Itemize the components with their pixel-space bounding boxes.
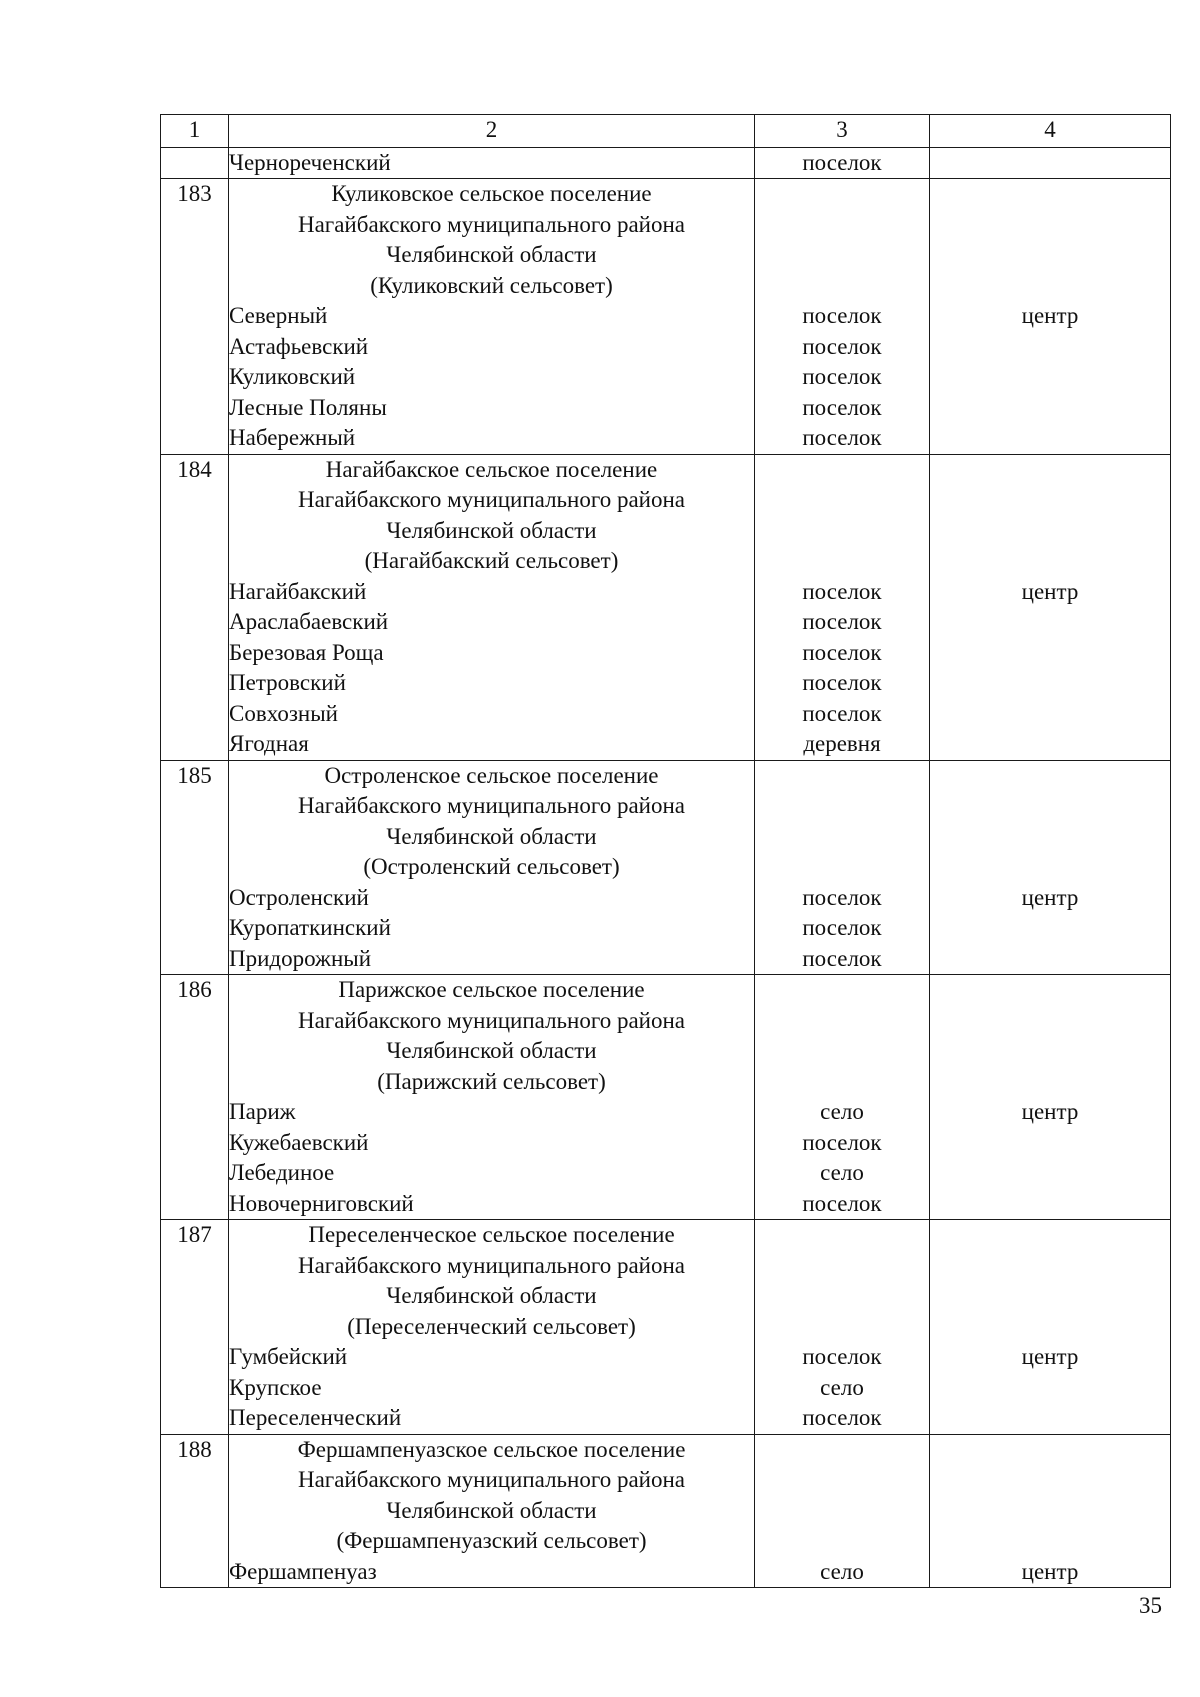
settlement-type: поселок: [802, 639, 882, 665]
settlement-names-cell: [229, 975, 755, 1220]
settlement-type: село: [820, 1374, 864, 1400]
municipality-title-line: Парижское сельское поселение: [338, 977, 645, 1002]
center-mark: [930, 423, 1170, 454]
settlement-name: Астафьевский: [229, 333, 369, 359]
municipality-title-line: Челябинской области: [386, 1283, 597, 1308]
row-number: 188: [161, 1434, 229, 1588]
center-mark: центр: [1021, 578, 1079, 604]
municipality-title-line: Нагайбакское сельское поселение: [325, 456, 658, 482]
settlement-name: Гумбейский: [229, 1344, 348, 1369]
center-mark: [930, 1189, 1170, 1220]
settlement-names-cell: [229, 454, 755, 760]
settlement-types-cell: [755, 760, 930, 975]
table-row: [161, 454, 1171, 760]
settlement-type: поселок: [802, 884, 882, 910]
center-mark: [930, 638, 1170, 669]
center-mark: [930, 393, 1170, 424]
settlement-name: Придорожный: [229, 945, 372, 971]
center-marks-cell: [930, 760, 1171, 975]
table-row: [161, 975, 1171, 1220]
settlement-name: Крупское: [229, 1374, 322, 1400]
settlement-types-cell: [755, 454, 930, 760]
settlement-name: Чернореченский: [229, 150, 391, 175]
settlement-names-cell: [229, 1434, 755, 1588]
municipality-title-line: (Куликовский сельсовет): [370, 272, 613, 298]
municipality-title-line: Переселенческое сельское поселение: [308, 1222, 675, 1247]
municipality-title-line: Фершампенуазское сельское поселение: [297, 1436, 686, 1462]
table-body: [161, 148, 1171, 1588]
settlement-name: Париж: [229, 1099, 296, 1124]
center-mark: [930, 944, 1170, 975]
table-row: [161, 148, 1171, 179]
settlement-types-cell: [755, 1220, 930, 1435]
settlement-type: поселок: [802, 700, 882, 726]
center-mark: [930, 913, 1170, 944]
settlement-type: поселок: [802, 150, 882, 175]
municipality-title-line: Нагайбакского муниципального района: [297, 1252, 686, 1278]
municipality-title-line: (Нагайбакский сельсовет): [364, 548, 619, 573]
table-header-row: [161, 115, 1171, 148]
center-mark: [930, 1128, 1170, 1159]
row-number: 184: [161, 454, 229, 760]
settlement-type: село: [820, 1099, 864, 1124]
row-number: 183: [161, 179, 229, 455]
settlement-type: поселок: [802, 1129, 882, 1155]
settlement-type: поселок: [802, 1344, 882, 1369]
municipality-title-line: Куликовское сельское поселение: [331, 181, 652, 206]
center-marks-cell: [930, 975, 1171, 1220]
table-row: [161, 179, 1171, 455]
municipality-title-line: Челябинской области: [386, 242, 597, 267]
settlement-type: поселок: [802, 394, 882, 420]
column-header-2: 2: [229, 115, 755, 148]
settlement-names-cell: [229, 1220, 755, 1435]
column-header-3: 3: [755, 115, 930, 148]
page-number: 35: [1139, 1593, 1162, 1618]
municipality-title-line: Челябинской области: [386, 1497, 597, 1523]
settlement-name: Остроленский: [229, 884, 369, 910]
settlement-types-cell: [755, 179, 930, 455]
settlement-name: Фершампенуаз: [229, 1558, 377, 1584]
center-mark: центр: [1021, 303, 1079, 328]
settlement-type: поселок: [802, 915, 882, 940]
settlement-name: Нагайбакский: [229, 578, 367, 604]
municipality-title-line: Челябинской области: [386, 1038, 597, 1063]
settlement-types-cell: [755, 975, 930, 1220]
settlement-type: поселок: [802, 333, 882, 359]
row-number: 187: [161, 1220, 229, 1435]
settlement-type: поселок: [802, 578, 882, 604]
settlement-names-cell: [229, 179, 755, 455]
settlement-type: поселок: [802, 364, 882, 389]
table-row: [161, 760, 1171, 975]
settlement-type: поселок: [802, 425, 882, 450]
center-marks-cell: [930, 179, 1171, 455]
settlement-name: Северный: [229, 303, 328, 328]
settlement-name: Переселенческий: [229, 1405, 402, 1430]
center-mark: [930, 1403, 1170, 1434]
municipality-title-line: (Парижский сельсовет): [377, 1068, 606, 1094]
center-mark: [930, 332, 1170, 363]
column-header-4: 4: [930, 115, 1171, 148]
municipality-title-line: Челябинской области: [386, 823, 597, 849]
settlement-name: Куликовский: [229, 364, 356, 389]
municipality-title-line: (Остроленский сельсовет): [363, 854, 620, 879]
center-mark: [930, 668, 1170, 699]
municipality-title-line: Нагайбакского муниципального района: [297, 1467, 686, 1492]
settlement-name: Араслабаевский: [229, 609, 389, 634]
settlement-name: Новочерниговский: [229, 1190, 414, 1216]
settlement-name: Набережный: [229, 425, 356, 450]
settlement-type: поселок: [802, 609, 882, 634]
settlement-type: деревня: [803, 731, 881, 756]
column-header-1: 1: [161, 115, 229, 148]
settlement-names-cell: [229, 148, 755, 179]
row-number: 185: [161, 760, 229, 975]
municipality-title-line: Нагайбакского муниципального района: [297, 487, 686, 512]
center-marks-cell: [930, 1434, 1171, 1588]
center-marks-cell: [930, 454, 1171, 760]
settlement-type: поселок: [802, 303, 882, 328]
center-mark: [930, 699, 1170, 730]
municipality-title-line: Челябинской области: [386, 517, 597, 543]
settlement-type: село: [820, 1558, 864, 1584]
settlement-type: поселок: [802, 945, 882, 971]
center-marks-cell: [930, 1220, 1171, 1435]
center-mark: [930, 1373, 1170, 1404]
settlement-name: Кужебаевский: [229, 1129, 369, 1155]
row-number: [161, 148, 229, 179]
municipality-title-line: Остроленское сельское поселение: [324, 762, 659, 788]
table-row: [161, 1434, 1171, 1588]
settlement-type: село: [820, 1160, 864, 1185]
center-mark: [930, 729, 1170, 760]
settlement-name: Куропаткинский: [229, 915, 391, 940]
settlement-name: Лесные Поляны: [229, 394, 387, 420]
settlement-name: Лебединое: [229, 1160, 335, 1185]
settlement-name: Березовая Роща: [229, 639, 384, 665]
row-number: 186: [161, 975, 229, 1220]
center-mark: центр: [1021, 1344, 1079, 1369]
municipality-title-line: (Фершампенуазский сельсовет): [336, 1528, 647, 1553]
settlement-type: поселок: [802, 1190, 882, 1216]
settlement-names-cell: [229, 760, 755, 975]
municipality-title-line: (Переселенческий сельсовет): [347, 1313, 636, 1339]
center-marks-cell: [930, 148, 1171, 179]
table-row: [161, 1220, 1171, 1435]
municipality-title-line: Нагайбакского муниципального района: [297, 1007, 686, 1033]
municipality-title-line: Нагайбакского муниципального района: [297, 793, 686, 818]
settlement-name: Ягодная: [229, 731, 309, 756]
settlement-name: Петровский: [229, 670, 346, 695]
center-mark: центр: [1021, 884, 1079, 910]
center-mark: [930, 148, 1170, 178]
center-mark: центр: [1021, 1558, 1079, 1584]
center-mark: [930, 607, 1170, 638]
center-mark: [930, 362, 1170, 393]
settlement-types-cell: [755, 148, 930, 179]
settlement-name: Совхозный: [229, 700, 338, 726]
settlement-types-cell: [755, 1434, 930, 1588]
settlement-type: поселок: [802, 1405, 882, 1430]
municipality-title-line: Нагайбакского муниципального района: [297, 211, 686, 237]
center-mark: [930, 1158, 1170, 1189]
settlements-table: [160, 114, 1171, 1588]
center-mark: центр: [1021, 1099, 1079, 1124]
settlement-type: поселок: [802, 670, 882, 695]
